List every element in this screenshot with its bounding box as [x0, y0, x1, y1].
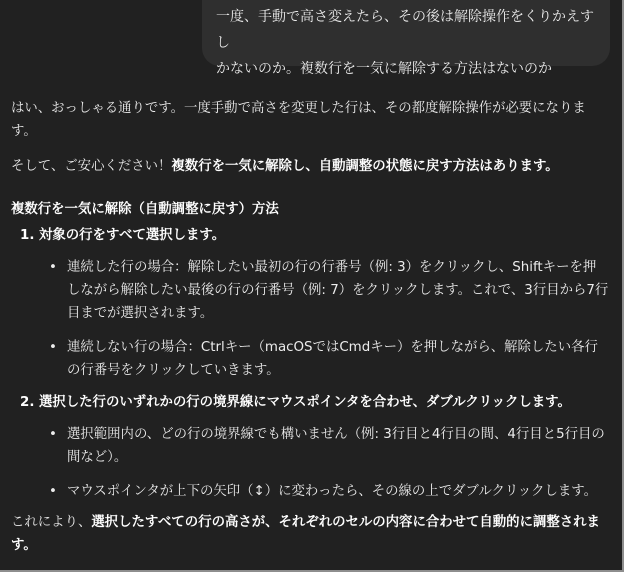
bullet-icon: •: [49, 427, 57, 442]
conclusion-text: これにより、: [11, 515, 92, 530]
bullet-line: 選択範囲内の、どの行の境界線でも構いません（例: 3行目と4行目の間、4行目と5行目の: [67, 427, 605, 442]
section-heading: 複数行を一気に解除（自動調整に戻す）方法: [11, 202, 279, 217]
intro-paragraph: [11, 97, 611, 143]
intro-line: す。: [11, 124, 37, 139]
step-title: 選択した行のいずれかの行の境界線にマウスポインタを合わせ、ダブルクリックします。: [39, 395, 571, 410]
reassurance-bold-text: 複数行を一気に解除し、自動調整の状態に戻す方法はあります。: [171, 159, 559, 174]
conclusion-bold-text: す。: [11, 538, 37, 553]
bullet-line: 連続しない行の場合：Ctrlキー（macOSではCmdキー）を押しながら、解除したい各行: [67, 340, 598, 355]
list-item: [11, 480, 611, 503]
user-message-bubble: [202, 0, 610, 77]
conclusion-bold-text: 選択したすべての行の高さが、それぞれのセルの内容に合わせて自動的に調整されま: [91, 515, 600, 530]
bullet-line: マウスポインタが上下の矢印（↕）に変わったら、その線の上でダブルクリックします。: [67, 484, 597, 499]
step-2-bullets: [11, 423, 611, 503]
bullet-line: 連続した行の場合：解除したい最初の行の行番号（例: 3）をクリックし、Shiftキーを押: [67, 260, 597, 275]
step-number: 1.: [20, 228, 35, 243]
bullet-line: 間など）。: [67, 450, 128, 465]
reassurance-text: そして、ご安心ください！: [11, 159, 172, 174]
step-number: 2.: [20, 395, 35, 410]
list-item: [11, 336, 611, 382]
reassurance-paragraph: [11, 155, 611, 178]
step-1: [11, 224, 611, 247]
intro-line: はい、おっしゃる通りです。一度手動で高さを変更した行は、その都度解除操作が必要になりま: [11, 101, 586, 116]
user-message-line: かないのか。複数行を一気に解除する方法はないのか: [216, 61, 552, 77]
assistant-response: [11, 97, 611, 557]
user-message-line: 一度、手動で高さ変えたら、その後は解除操作をくりかえすし: [216, 9, 594, 51]
step-title: 対象の行をすべて選択します。: [39, 228, 226, 243]
step-2: [11, 391, 611, 414]
bullet-icon: •: [49, 484, 57, 499]
bullet-line: 目までが選択されます。: [67, 306, 214, 321]
step-1-bullets: [11, 256, 611, 382]
list-item: [11, 423, 611, 469]
bullet-icon: •: [49, 260, 57, 275]
conclusion-paragraph: [11, 511, 611, 557]
bullet-line: しながら解除したい最後の行の行番号（例: 7）をクリックします。これで、3行目から7行: [67, 283, 609, 298]
bullet-line: の行番号をクリックしていきます。: [67, 363, 280, 378]
bullet-icon: •: [49, 340, 57, 355]
list-item: [11, 256, 611, 325]
